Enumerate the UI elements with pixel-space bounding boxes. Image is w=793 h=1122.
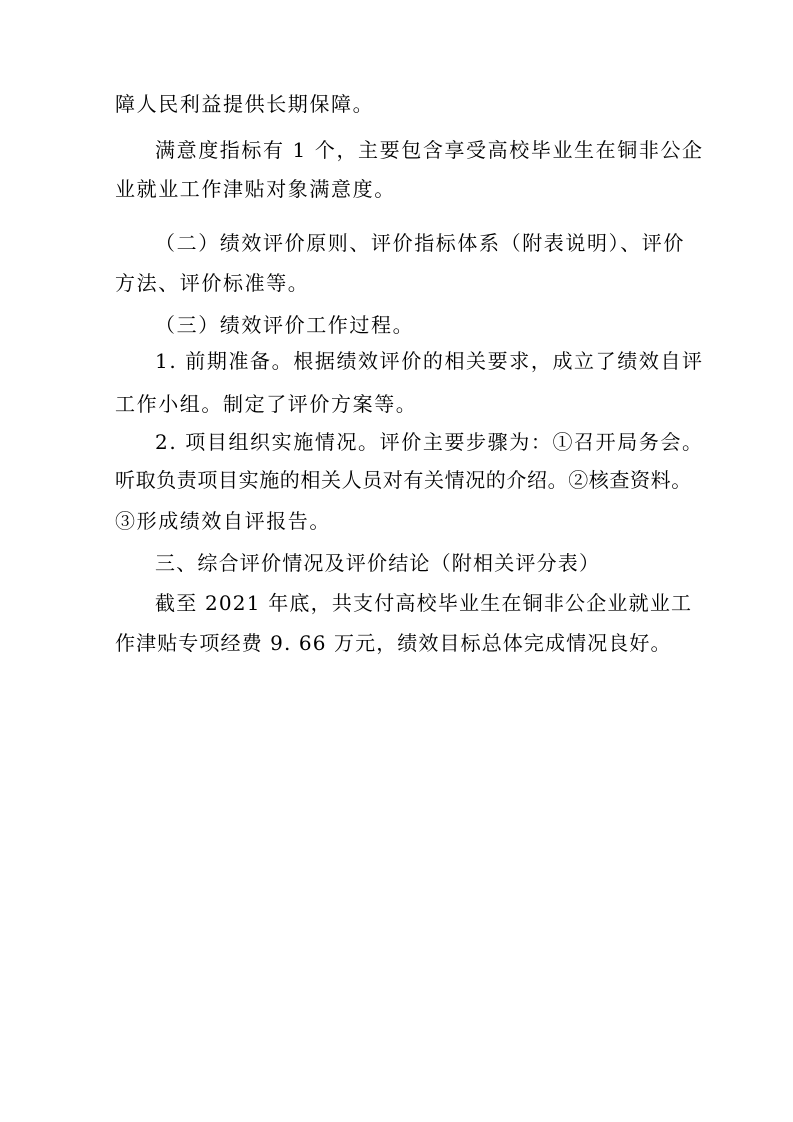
paragraph-line-13: 截至 2021 年底，共支付高校毕业生在铜非公企业就业工 [155,591,693,615]
paragraph-line-5: 方法、评价标准等。 [115,271,310,295]
paragraph-line-10: 听取负责项目实施的相关人员对有关情况的介绍。②核查资料。 [115,468,692,492]
paragraph-line-9: 2. 项目组织实施情况。评价主要步骤为：①召开局务会。 [155,430,704,454]
paragraph-line-2: 满意度指标有 1 个，主要包含享受高校毕业生在铜非公企 [155,138,704,162]
section-heading-main-3: 三、综合评价情况及评价结论（附相关评分表） [155,551,601,575]
paragraph-line-14: 作津贴专项经费 9. 66 万元，绩效目标总体完成情况良好。 [115,631,672,655]
paragraph-line-8: 工作小组。制定了评价方案等。 [115,392,418,416]
paragraph-line-7: 1. 前期准备。根据绩效评价的相关要求，成立了绩效自评 [155,349,704,373]
paragraph-line-1: 障人民利益提供长期保障。 [115,92,375,116]
section-heading-3: （三）绩效评价工作过程。 [155,313,415,337]
paragraph-line-11: ③形成绩效自评报告。 [115,509,331,533]
section-heading-2: （二）绩效评价原则、评价指标体系（附表说明）、评价 [155,231,685,255]
paragraph-line-3: 业就业工作津贴对象满意度。 [115,177,396,201]
